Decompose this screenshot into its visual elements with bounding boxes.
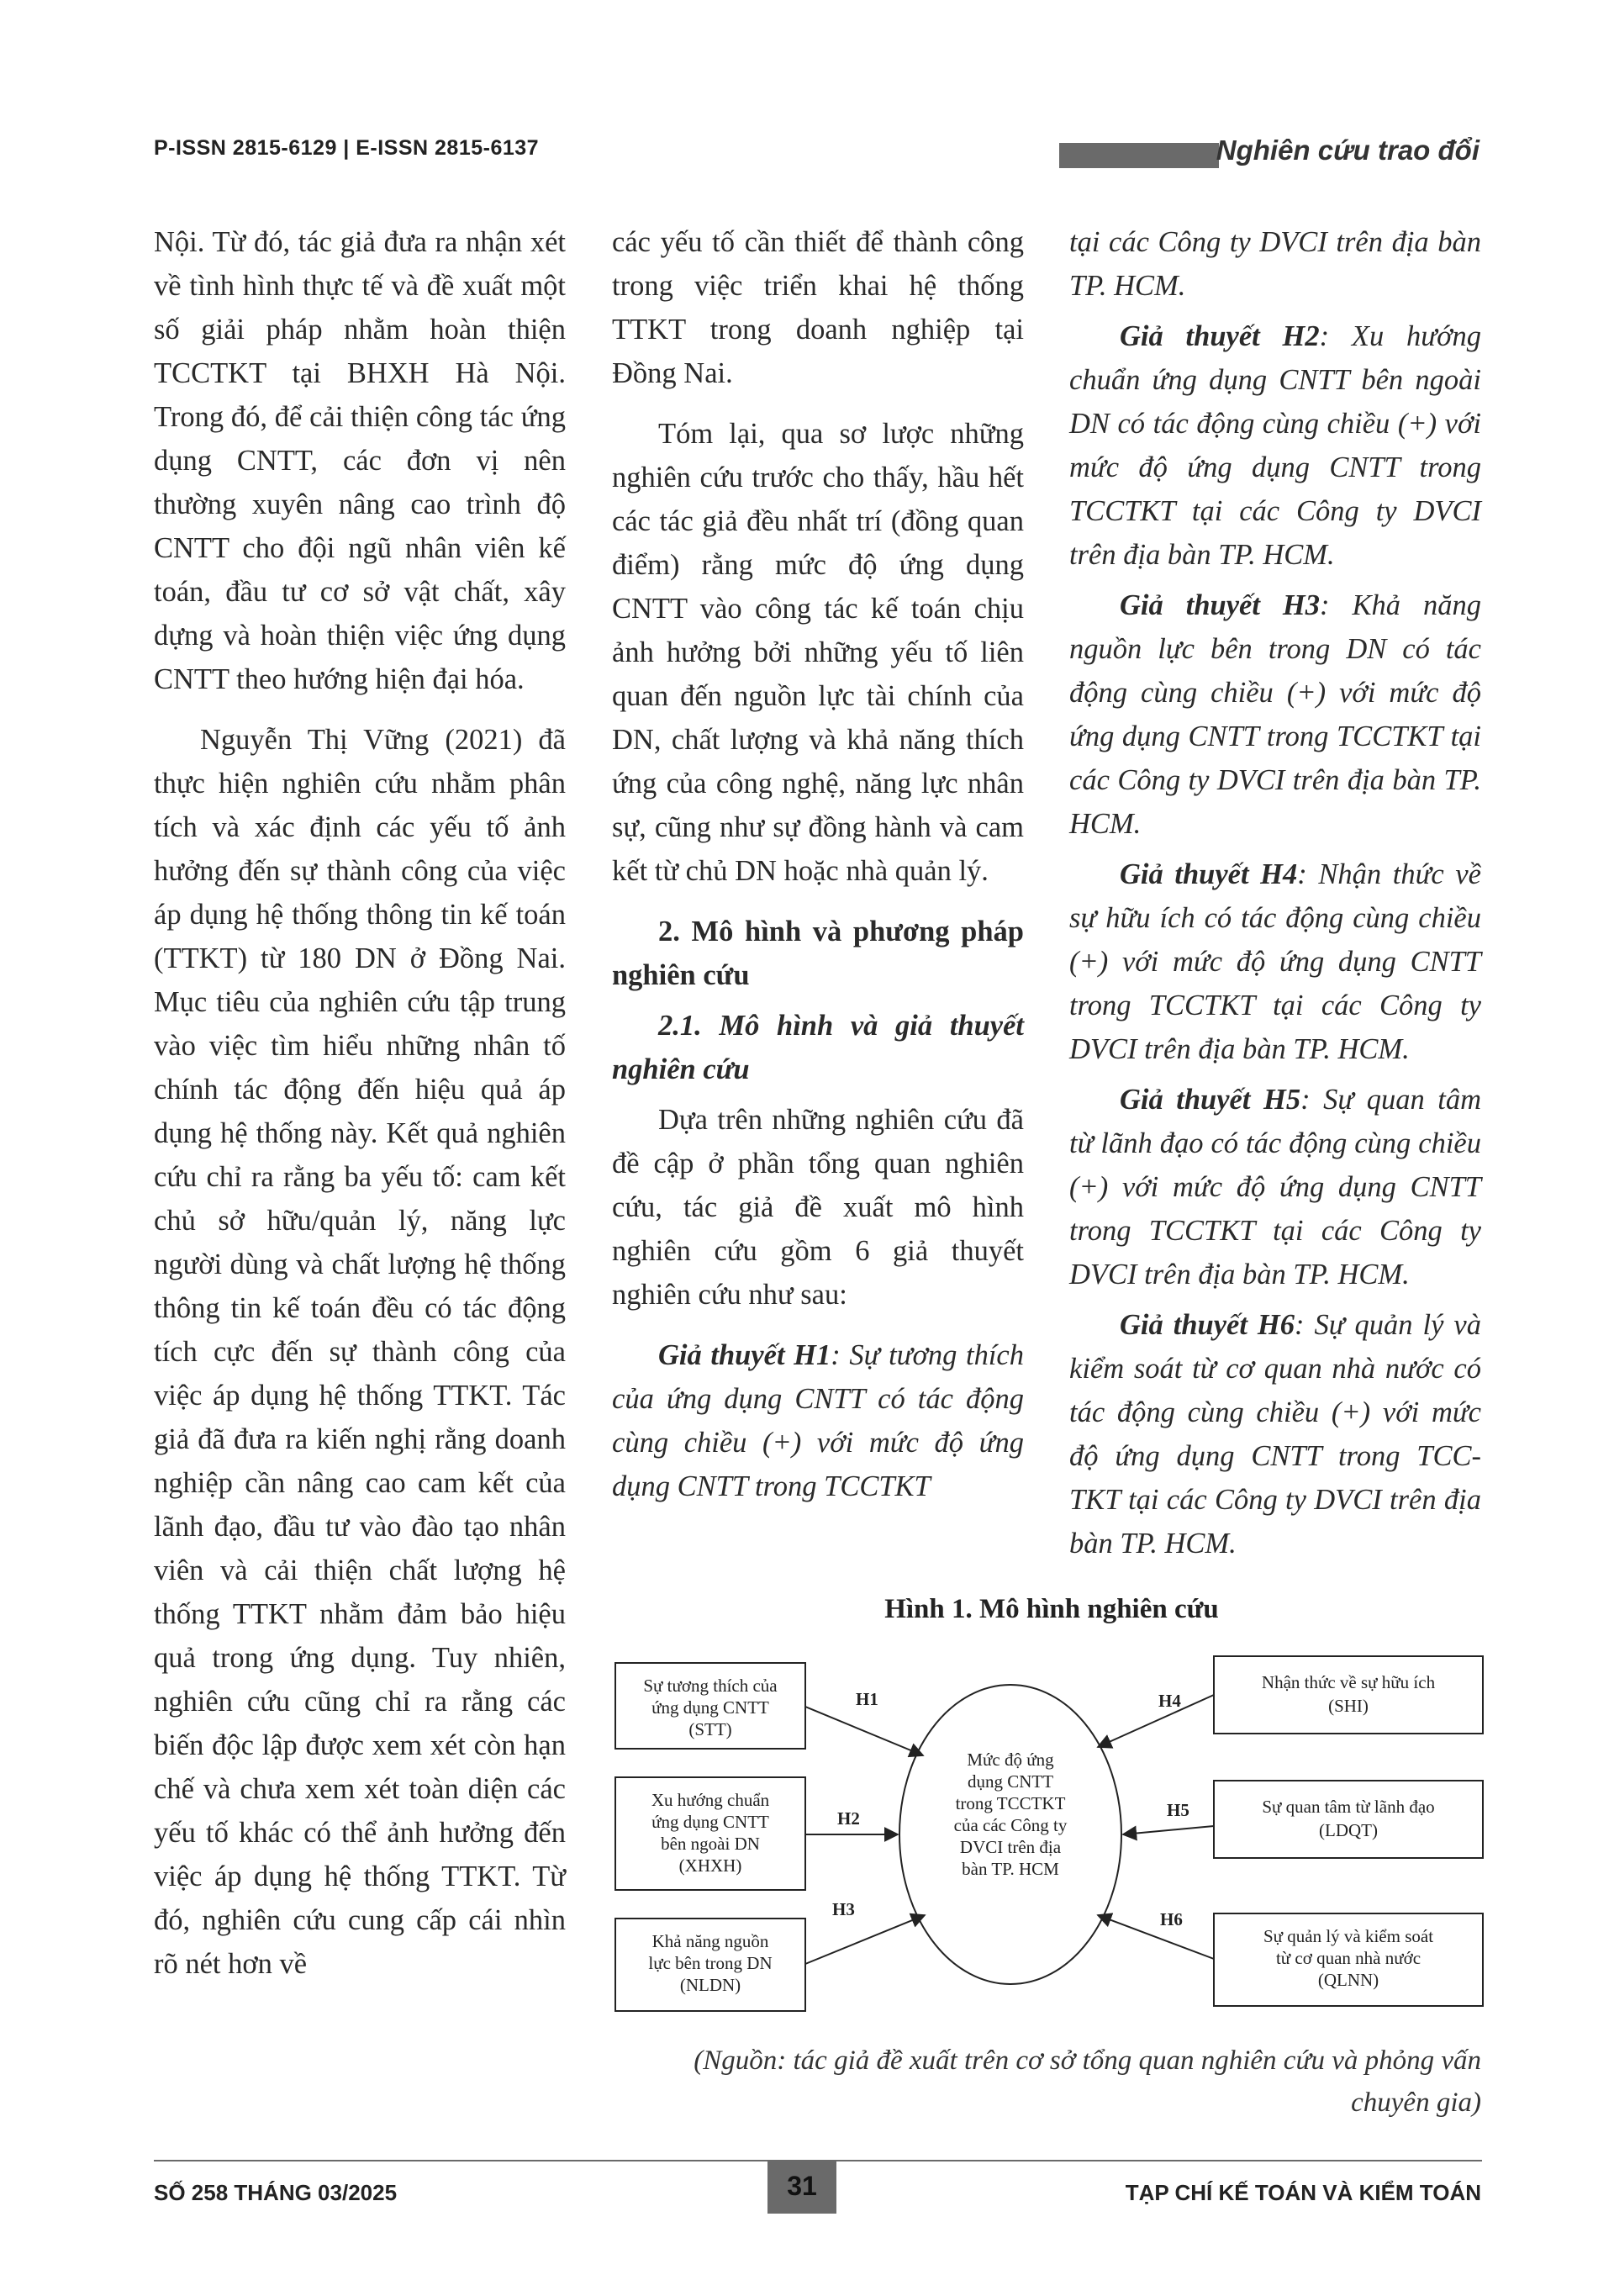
hypothesis-h2-label: Giả thuyết H2	[1120, 320, 1320, 352]
hypothesis-h1-text: : Sự tương thích của ứng dụng CNTT có tác động cùng chiều (+) với mức độ ứng dụng CNTT trong TCCTKT	[612, 1339, 1024, 1502]
column-2	[612, 220, 1024, 1525]
journal-name: TẠP CHÍ KẾ TOÁN VÀ KIỂM TOÁN	[1125, 2180, 1481, 2205]
center-ellipse	[899, 1685, 1121, 1984]
header-decor-bar	[1059, 143, 1219, 168]
hypothesis-h1	[612, 1333, 1024, 1508]
box-xhxh-line-4: (XHXH)	[678, 1855, 742, 1876]
arrow-h5	[1123, 1826, 1214, 1834]
col2-paragraph-1: các yếu tố cần thiết để thành công trong việc triển khai hệ thống TTKT trong doanh nghiệp tại Đồng Nai.	[612, 226, 1024, 389]
box-ldqt	[1214, 1781, 1483, 1858]
subsection-heading: 2.1. Mô hình và giả thuyết nghiên cứu	[612, 1010, 1024, 1085]
hypothesis-h4	[1069, 852, 1481, 1071]
arrow-h6	[1098, 1915, 1214, 1959]
hypothesis-h5-text: : Sự quan tâm từ lãnh đạo có tác động cùng chiều (+) với mức độ ứng dụng CNTT trong TCCTKT tại các Công ty DVCI trên địa bàn TP. HCM.	[1069, 1084, 1481, 1291]
box-xhxh-line-3: bên ngoài DN	[661, 1834, 760, 1854]
hypothesis-h5-label: Giả thuyết H5	[1120, 1084, 1301, 1116]
hypothesis-h3-text: : Khả năng nguồn lực bên trong DN có tác động cùng chiều (+) với mức độ ứng dụng CNTT trong TCCTKT tại các Công ty DVCI trên địa bàn TP. HCM.	[1069, 589, 1481, 840]
hypothesis-h4-text: : Nhận thức về sự hữu ích có tác động cùng chiều (+) với mức độ ứng dụng CNTT trong TCCTKT tại các Công ty DVCI trên địa bàn TP. HCM.	[1069, 858, 1481, 1065]
research-model-diagram	[612, 1648, 1486, 2035]
section-header: Nghiên cứu trao đổi	[1216, 135, 1480, 166]
box-qlnn-line-3: (QLNN)	[1317, 1970, 1379, 1990]
box-nldn-line-3: (NLDN)	[679, 1975, 741, 1995]
box-nldn-line-1: Khả năng nguồn	[651, 1931, 769, 1951]
issn-header: P-ISSN 2815-6129 | E-ISSN 2815-6137	[154, 136, 540, 160]
hypothesis-h6	[1069, 1303, 1481, 1565]
box-stt-line-2: ứng dụng CNTT	[651, 1697, 769, 1718]
hypothesis-h6-text: : Sự quản lý và kiểm soát từ cơ quan nhà nước có tác động cùng chiều (+) với mức độ ứng dụng CNTT trong TCC-TKT tại các Công ty DVCI trên địa bàn TP. HCM.	[1069, 1309, 1481, 1560]
box-xhxh-line-1: Xu hướng chuẩn	[651, 1790, 770, 1810]
center-line-6: bàn TP. HCM	[962, 1859, 1059, 1879]
center-line-2: dụng CNTT	[967, 1771, 1054, 1792]
label-h2: H2	[837, 1808, 860, 1829]
hypothesis-h5	[1069, 1078, 1481, 1296]
label-h6: H6	[1160, 1909, 1183, 1929]
page-number: 31	[767, 2161, 836, 2214]
hypothesis-h3-label: Giả thuyết H3	[1120, 589, 1320, 621]
figure-title: Hình 1. Mô hình nghiên cứu	[884, 1594, 1219, 1624]
section-heading: 2. Mô hình và phương pháp nghiên cứu	[612, 916, 1024, 991]
box-stt	[615, 1663, 805, 1749]
label-h5: H5	[1167, 1800, 1189, 1820]
col2-paragraph-3: Dựa trên những nghiên cứu đã đề cập ở phần tổng quan nghiên cứu, tác giả đề xuất mô hình nghiên cứu gồm 6 giả thuyết nghiên cứu như sau:	[612, 1104, 1024, 1311]
research-model-figure	[612, 1648, 1486, 2035]
box-xhxh	[615, 1777, 805, 1890]
hypothesis-h4-label: Giả thuyết H4	[1120, 858, 1298, 890]
hypothesis-h2	[1069, 314, 1481, 577]
col2-paragraph-2: Tóm lại, qua sơ lược những nghiên cứu trước cho thấy, hầu hết các tác giả đều nhất trí (đồng quan điểm) rằng mức độ ứng dụng CNTT vào công tác kế toán chịu ảnh hưởng bởi những yếu tố liên quan đến nguồn lực tài chính của DN, chất lượng và khả năng thích ứng của công nghệ, năng lực nhân sự, cũng như sự đồng hành và cam kết từ chủ DN hoặc nhà quản lý.	[612, 418, 1024, 887]
box-xhxh-line-2: ứng dụng CNTT	[651, 1812, 769, 1832]
center-line-3: trong TCCTKT	[955, 1793, 1066, 1813]
hypothesis-h1-continued: tại các Công ty DVCI trên địa bàn TP. HCM.	[1069, 226, 1481, 302]
box-stt-line-1: Sự tương thích của	[643, 1676, 778, 1696]
box-shi-line-2: (SHI)	[1328, 1696, 1369, 1716]
box-qlnn-line-1: Sự quản lý và kiểm soát	[1263, 1926, 1434, 1946]
label-h4: H4	[1158, 1691, 1181, 1711]
box-shi	[1214, 1656, 1483, 1734]
column-1	[154, 220, 566, 2003]
center-line-5: DVCI trên địa	[959, 1837, 1062, 1857]
arrow-h4	[1098, 1695, 1214, 1747]
arrow-h3	[805, 1915, 925, 1964]
hypothesis-h1-label: Giả thuyết H1	[658, 1339, 831, 1371]
arrow-h1	[805, 1707, 923, 1755]
center-line-1: Mức độ ứng	[967, 1750, 1054, 1770]
box-stt-line-3: (STT)	[688, 1719, 732, 1739]
center-line-4: của các Công ty	[953, 1815, 1068, 1835]
figure-source: (Nguồn: tác giả đề xuất trên cơ sở tổng quan nghiên cứu và phỏng vấn chuyên gia)	[694, 2045, 1481, 2118]
box-shi-line-1: Nhận thức về sự hữu ích	[1261, 1672, 1436, 1692]
col1-paragraph-1: Nội. Từ đó, tác giả đưa ra nhận xét về tình hình thực tế và đề xuất một số giải pháp nhằm hoàn thiện TCCTKT tại BHXH Hà Nội. Trong đó, để cải thiện công tác ứng dụng CNTT, các đơn vị nên thường xuyên nâng cao trình độ CNTT cho đội ngũ nhân viên kế toán, đầu tư cơ sở vật chất, xây dựng và hoàn thiện việc ứng dụng CNTT theo hướng hiện đại hóa.	[154, 226, 566, 695]
box-nldn-line-2: lực bên trong DN	[648, 1953, 773, 1973]
box-ldqt-line-1: Sự quan tâm từ lãnh đạo	[1262, 1797, 1435, 1817]
hypothesis-h6-label: Giả thuyết H6	[1120, 1309, 1295, 1341]
box-qlnn	[1214, 1913, 1483, 2006]
label-h1: H1	[856, 1689, 878, 1709]
column-3	[1069, 220, 1481, 1572]
hypothesis-h2-text: : Xu hướng chuẩn ứng dụng CNTT bên ngoài DN có tác động cùng chiều (+) với mức độ ứng dụng CNTT trong TCCTKT tại các Công ty DVCI trên địa bàn TP. HCM.	[1069, 320, 1481, 571]
box-qlnn-line-2: từ cơ quan nhà nước	[1275, 1948, 1421, 1968]
box-nldn	[615, 1919, 805, 2011]
box-ldqt-line-2: (LDQT)	[1319, 1820, 1378, 1840]
issue-number: SỐ 258 THÁNG 03/2025	[154, 2180, 398, 2205]
col1-paragraph-2: Nguyễn Thị Vững (2021) đã thực hiện nghiên cứu nhằm phân tích và xác định các yếu tố ảnh hưởng đến sự thành công của việc áp dụng hệ thống thông tin kế toán (TTKT) từ 180 DN ở Đồng Nai. Mục tiêu của nghiên cứu tập trung vào việc tìm hiểu những nhân tố chính tác động đến hiệu quả áp dụng hệ thống này. Kết quả nghiên cứu chỉ ra rằng ba yếu tố: cam kết chủ sở hữu/quản lý, năng lực người dùng và chất lượng hệ thống thông tin kế toán đều có tác động tích cực đến sự thành công của việc áp dụng hệ thống TTKT. Tác giả đã đưa ra kiến nghị rằng doanh nghiệp cần nâng cao cam kết của lãnh đạo, đầu tư vào đào tạo nhân viên và cải thiện chất lượng hệ thống TTKT nhằm đảm bảo hiệu quả trong ứng dụng. Tuy nhiên, nghiên cứu cũng chỉ ra rằng các biến độc lập được xem xét còn hạn chế và chưa xem xét toàn diện các yếu tố khác có thể ảnh hưởng đến việc áp dụng hệ thống TTKT. Từ đó, nghiên cứu cung cấp cái nhìn rõ nét hơn về	[154, 724, 566, 1980]
hypothesis-h3	[1069, 583, 1481, 846]
label-h3: H3	[832, 1899, 855, 1919]
